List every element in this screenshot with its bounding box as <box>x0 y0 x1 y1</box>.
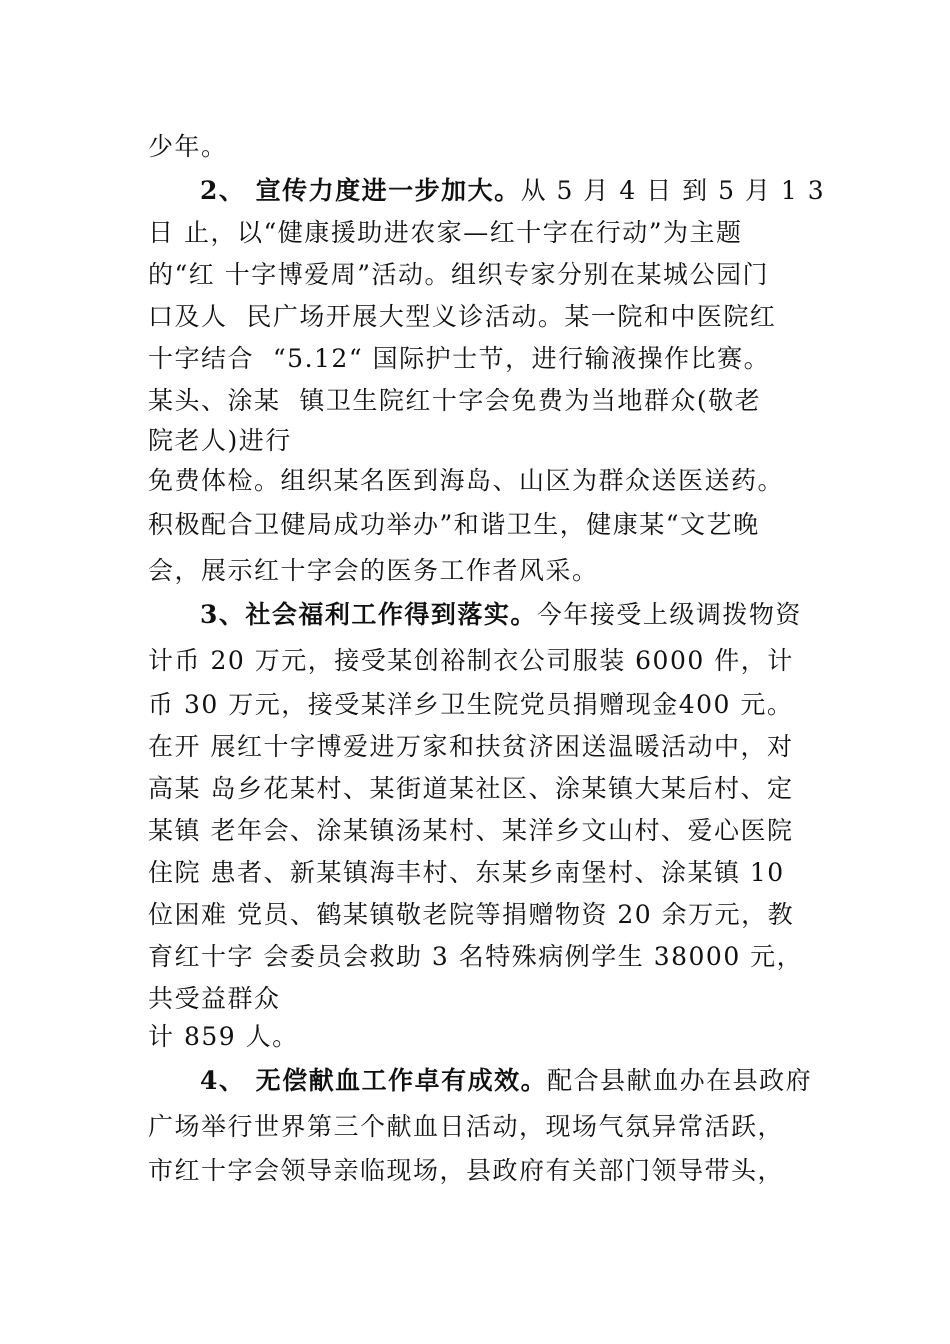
text-line: 计币 20 万元，接受某创裕制衣公司服装 6000 件，计 <box>148 646 794 675</box>
text-line: 十字结合 “5.12“ 国际护士节，进行输液操作比赛。 <box>148 344 771 373</box>
text-line: 共受益群众 <box>148 984 281 1013</box>
section-heading-line: 2、 宣传力度进一步加大。从 5 月 4 日 到 5 月 1 3 <box>200 176 826 205</box>
text-line: 计 859 人。 <box>148 1022 299 1051</box>
text-line: 某头、涂某 镇卫生院红十字会免费为当地群众(敬老 <box>148 386 762 415</box>
text-line: 住院 患者、新某镇海丰村、东某乡南堡村、涂某镇 10 <box>148 858 785 887</box>
text-line: 在开 展红十字博爱进万家和扶贫济困送温暖活动中，对 <box>148 732 794 761</box>
text-line: 位困难 党员、鹤某镇敬老院等捐赠物资 20 余万元，教 <box>148 900 795 929</box>
text-line: 免费体检。组织某名医到海岛、山区为群众送医送药。 <box>148 466 785 495</box>
text-line: 币 30 万元，接受某洋乡卫生院党员捐赠现金400 元。 <box>148 690 794 719</box>
text-line: 育红十字 会委员会救助 3 名特殊病例学生 38000 元， <box>148 942 804 971</box>
section-heading: 4、 无偿献血工作卓有成效。 <box>200 1066 548 1095</box>
text-line: 会，展示红十字会的医务工作者风采。 <box>148 556 599 585</box>
text-line: 的“红 十字博爱周”活动。组织专家分别在某城公园门 <box>148 260 770 289</box>
text-line: 院老人)进行 <box>148 426 292 455</box>
text-line: 高某 岛乡花某村、某街道某社区、涂某镇大某后村、定 <box>148 774 794 803</box>
text-line: 口及人 民广场开展大型义诊活动。某一院和中医院红 <box>148 302 777 331</box>
text-line: 市红十字会领导亲临现场，县政府有关部门领导带头， <box>148 1156 785 1185</box>
text-line: 少年。 <box>148 132 228 161</box>
section-heading: 3、社会福利工作得到落实。 <box>200 600 537 629</box>
text-line: 积极配合卫健局成功举办”和谐卫生，健康某“文艺晚 <box>148 510 760 539</box>
section-heading-line: 4、 无偿献血工作卓有成效。配合县献血办在县政府 <box>200 1066 813 1095</box>
section-heading: 2、 宣传力度进一步加大。 <box>200 176 521 205</box>
text-line: 广场举行世界第三个献血日活动，现场气氛异常活跃， <box>148 1112 785 1141</box>
text-line: 某镇 老年会、涂某镇汤某村、某洋乡文山村、爱心医院 <box>148 816 794 845</box>
text-line: 日 止，以“健康援助进农家—红十字在行动”为主题 <box>148 218 743 247</box>
section-heading-line: 3、社会福利工作得到落实。今年接受上级调拨物资 <box>200 600 802 629</box>
